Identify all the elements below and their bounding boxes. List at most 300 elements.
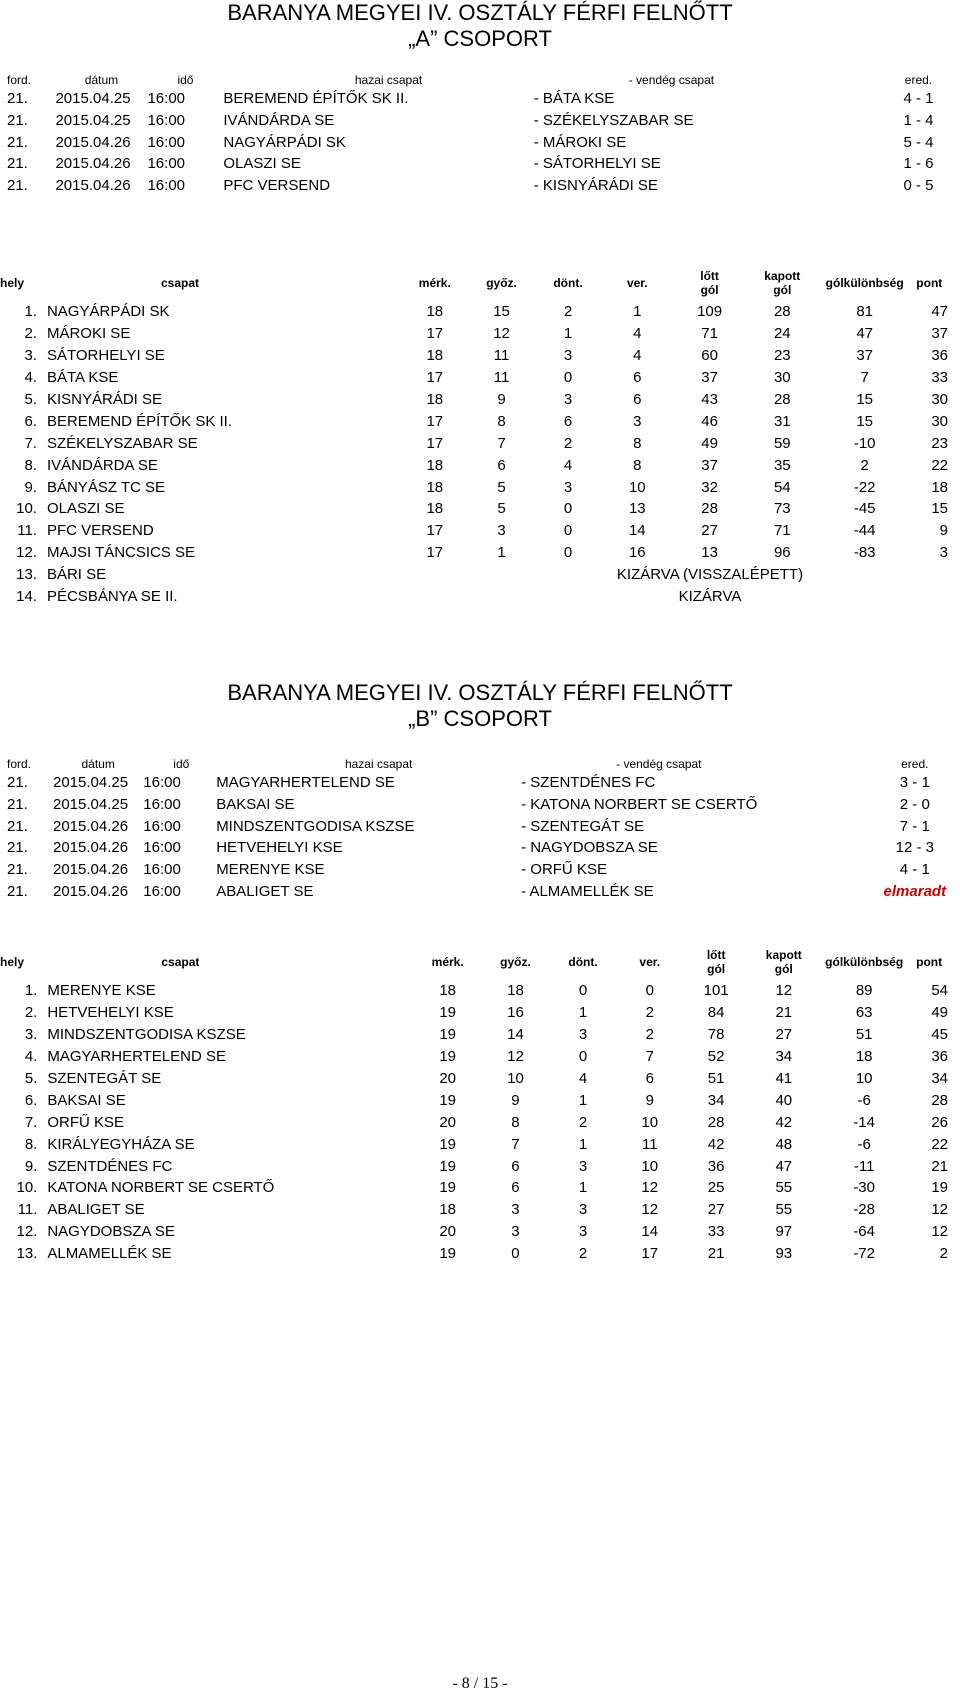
standing-won: 12 [493,325,510,343]
standing-won: 3 [497,522,506,540]
standing-points: 23 [931,434,948,452]
match-round: 21. [7,112,28,130]
header-date: dátum [84,73,119,87]
standing-goals-against: 41 [775,1070,793,1087]
standing-points: 2 [939,1245,948,1263]
standing-drawn: 3 [578,1026,588,1044]
standing-team: BEREMEND ÉPÍTŐK SK II. [46,412,233,430]
header-lost: ver. [626,276,648,290]
standing-played: 18 [426,303,444,321]
standing-played: 20 [439,1113,457,1131]
header-ga-1: kapott [764,269,801,283]
match-result: 1 - 4 [903,112,934,130]
standing-goal-diff: -6 [857,1135,871,1153]
header-goals-against [746,265,819,301]
match-round: 21. [7,796,28,814]
standing-lost: 17 [641,1245,659,1263]
standing-lost: 16 [628,544,646,562]
standing-lost: 4 [633,325,642,343]
standings-row [0,542,960,564]
standing-pos: 9. [24,478,37,496]
standing-goal-diff: 7 [860,369,869,387]
standing-goals-for: 78 [707,1026,725,1044]
match-date: 2015.04.25 [53,796,129,814]
header-goals-for [673,265,745,301]
standing-goals-for: 27 [701,522,718,540]
match-result: 7 - 1 [899,817,930,835]
standing-goals-for: 46 [701,412,718,430]
match-result: 0 - 5 [903,177,934,195]
header-pts: pont [916,955,943,969]
standing-goals-for: 34 [707,1091,725,1109]
match-row [0,815,960,837]
standing-goals-for: 101 [703,982,729,1000]
standing-goal-diff: 89 [855,982,873,1000]
standing-points: 33 [931,369,948,387]
standing-won: 8 [511,1113,520,1131]
standing-lost: 13 [628,500,646,518]
header-round: ford. [7,757,32,771]
standings-row [0,520,960,542]
match-round: 21. [7,882,28,900]
standings-row [0,1221,960,1243]
match-row [0,794,960,816]
standing-lost: 3 [633,412,642,430]
standings-row [0,323,960,345]
standings-row [0,1046,960,1068]
standing-lost: 4 [633,347,642,365]
standing-goals-against: 27 [775,1026,793,1044]
standing-played: 20 [439,1223,457,1241]
header-team: csapat [160,276,199,290]
header-ga-1: kapott [765,948,802,962]
standing-won: 11 [493,347,510,365]
standing-team: SZENTEGÁT SE [47,1070,162,1087]
standing-drawn: 3 [578,1157,588,1175]
standing-points: 37 [931,325,948,343]
standing-won: 18 [507,982,524,1000]
standing-pos: 4. [24,369,37,387]
match-time: 16:00 [147,177,186,195]
standing-team: KATONA NORBERT SE CSERTŐ [47,1179,275,1197]
standing-lost: 10 [628,478,646,496]
standing-played: 17 [426,522,444,540]
standing-goals-against: 59 [773,434,791,452]
standings-header-row [0,265,960,301]
match-time: 16:00 [143,861,181,879]
header-drawn: dönt. [553,276,583,290]
standing-team: NAGYDOBSZA SE [47,1223,175,1241]
group-b-matches-table [0,756,960,902]
standing-drawn: 3 [563,347,573,365]
match-result: 4 - 1 [899,861,930,879]
match-round: 21. [7,861,28,879]
standings-row [0,432,960,454]
standing-drawn: 3 [563,391,573,408]
header-pos: hely [0,276,25,290]
match-away-team: - SZÉKELYSZABAR SE [533,112,694,130]
excluded-note: KIZÁRVA (VISSZALÉPETT) [616,566,804,584]
excluded-note: KIZÁRVA [678,588,742,606]
standing-goal-diff: 51 [855,1026,873,1044]
standing-goal-diff: -30 [853,1179,875,1197]
match-away-team: - ORFŰ KSE [521,861,607,879]
group-a-title-line1: BARANYA MEGYEI IV. OSZTÁLY FÉRFI FELNŐTT [227,0,733,25]
standing-goals-against: 93 [775,1245,793,1263]
standing-goal-diff: 81 [856,303,874,321]
standing-goal-diff: -14 [853,1113,875,1131]
standing-points: 9 [939,522,948,540]
match-date: 2015.04.26 [55,177,131,195]
match-date: 2015.04.26 [53,861,129,879]
match-home-team: IVÁNDÁRDA SE [223,112,335,130]
match-time: 16:00 [147,155,186,173]
standing-lost: 8 [633,456,642,474]
standing-goal-diff: -83 [853,544,876,562]
match-date: 2015.04.26 [53,839,129,857]
standing-goals-for: 43 [701,391,718,408]
standing-drawn: 6 [563,412,573,430]
standing-goals-for: 25 [707,1179,725,1197]
match-date: 2015.04.26 [55,133,131,151]
standings-row [0,389,960,411]
standing-played: 19 [439,1157,457,1175]
standing-goals-against: 42 [775,1113,793,1131]
standing-team: MÁROKI SE [46,325,131,343]
standing-pos: 10. [16,500,37,518]
standing-team: MERENYE KSE [47,982,156,1000]
match-home-team: PFC VERSEND [223,177,331,195]
standing-played: 18 [426,456,444,474]
match-result: 4 - 1 [903,90,934,108]
match-row [0,772,960,794]
standing-won: 3 [511,1223,520,1241]
standing-lost: 6 [645,1070,654,1087]
standing-goals-against: 28 [773,303,791,321]
standing-points: 26 [931,1113,948,1131]
match-result: 5 - 4 [903,133,934,151]
standing-goals-for: 71 [701,325,718,343]
standing-goal-diff: 15 [856,412,874,430]
standing-won: 8 [497,412,506,430]
match-home-team: BEREMEND ÉPÍTŐK SK II. [223,90,409,108]
standing-goals-against: 21 [775,1004,793,1022]
standing-goals-for: 13 [701,544,718,562]
header-away: - vendég csapat [628,73,715,87]
standing-drawn: 3 [578,1201,588,1219]
header-date: dátum [81,757,115,771]
standing-goal-diff: -72 [853,1245,875,1263]
standing-goals-for: 84 [707,1004,725,1022]
header-won: győz. [500,955,531,969]
standing-played: 17 [426,544,444,562]
standing-points: 12 [931,1201,948,1219]
match-away-team: - KISNYÁRÁDI SE [533,177,658,195]
standing-drawn: 4 [563,456,573,474]
standing-goals-for: 28 [701,500,718,518]
standing-team: KISNYÁRÁDI SE [46,391,163,408]
standing-won: 6 [497,456,506,474]
standing-goals-against: 34 [775,1048,793,1066]
standing-lost: 9 [645,1091,654,1109]
standing-team: MAJSI TÁNCSICS SE [46,544,196,562]
header-goals-against [750,944,819,980]
header-drawn: dönt. [568,955,598,969]
match-row [0,153,960,175]
standing-pos: 8. [24,456,37,474]
standing-points: 22 [931,1135,948,1153]
match-result: 3 - 1 [899,774,930,792]
match-away-team: - SÁTORHELYI SE [533,155,661,173]
standing-lost: 1 [633,303,642,321]
standing-lost: 14 [628,522,646,540]
standing-won: 11 [493,369,510,387]
standing-lost: 8 [633,434,642,452]
standing-goals-for: 42 [707,1135,725,1153]
header-team: csapat [161,955,200,969]
standing-played: 19 [439,1091,457,1109]
standing-points: 34 [931,1070,948,1087]
standing-played: 19 [439,1004,457,1022]
standing-points: 36 [931,347,948,365]
header-home: hazai csapat [354,73,423,87]
standing-goal-diff: -28 [853,1201,875,1219]
standing-points: 18 [931,478,948,496]
excluded-pos: 14. [16,588,37,606]
standing-played: 17 [426,434,444,452]
standing-lost: 10 [641,1157,659,1175]
match-away-team: - KATONA NORBERT SE CSERTŐ [521,796,758,814]
standing-team: KIRÁLYEGYHÁZA SE [47,1135,195,1153]
match-time: 16:00 [147,133,186,151]
header-home: hazai csapat [344,757,413,771]
standing-lost: 12 [641,1179,659,1197]
standings-row [0,476,960,498]
standing-played: 17 [426,412,444,430]
header-gf-2: gól [700,283,719,297]
standing-lost: 6 [633,369,642,387]
standing-played: 17 [426,369,444,387]
match-round: 21. [7,90,28,108]
standing-points: 30 [931,412,948,430]
standing-won: 6 [511,1179,520,1197]
header-gf-2: gól [707,962,726,976]
group-b-title [0,680,960,732]
standing-pos: 2. [24,325,37,343]
standing-played: 19 [439,1135,457,1153]
header-won: győz. [486,276,517,290]
standing-points: 22 [931,456,948,474]
header-pts: pont [916,276,943,290]
standings-row [0,1243,960,1265]
standing-team: IVÁNDÁRDA SE [46,456,158,474]
standing-team: HETVEHELYI KSE [47,1004,174,1022]
standing-won: 10 [507,1070,524,1087]
standing-pos: 5. [24,391,37,408]
header-diff: gólkülönbség [825,955,904,969]
standing-goal-diff: -6 [857,1091,871,1109]
standing-won: 0 [511,1245,520,1263]
match-result: 1 - 6 [903,155,934,173]
standing-team: NAGYÁRPÁDI SK [46,303,170,321]
standing-played: 18 [426,500,444,518]
standing-points: 54 [931,982,948,1000]
header-pos: hely [0,955,25,969]
standing-goals-for: 21 [707,1245,725,1263]
standing-lost: 14 [641,1223,659,1241]
standings-row [0,1068,960,1090]
group-a-title [0,0,960,52]
standings-header-row [0,944,960,980]
match-time: 16:00 [143,774,181,792]
standing-team: ALMAMELLÉK SE [47,1245,172,1263]
standing-goals-against: 35 [773,456,791,474]
group-b-title-line1: BARANYA MEGYEI IV. OSZTÁLY FÉRFI FELNŐTT [227,680,733,705]
header-played: mérk. [418,276,451,290]
matches-header-row [0,756,960,772]
standing-points: 49 [931,1004,948,1022]
standing-goals-against: 71 [773,522,791,540]
match-result: elmaradt [883,882,947,900]
standing-points: 3 [939,544,948,562]
standing-lost: 12 [641,1201,659,1219]
match-away-team: - SZENTEGÁT SE [521,817,645,835]
standing-won: 7 [497,434,506,452]
standing-lost: 11 [641,1135,658,1153]
match-away-team: - SZENTDÉNES FC [521,774,656,792]
match-round: 21. [7,133,28,151]
match-row [0,175,960,197]
standing-won: 6 [511,1157,520,1175]
standing-pos: 7. [24,1113,38,1131]
match-round: 21. [7,155,28,173]
standing-team: BAKSAI SE [47,1091,126,1109]
standing-drawn: 1 [578,1135,588,1153]
excluded-spacer [401,564,601,586]
standing-pos: 7. [24,434,37,452]
match-date: 2015.04.26 [53,817,129,835]
standing-lost: 10 [641,1113,659,1131]
standing-won: 5 [497,478,506,496]
standing-won: 1 [497,544,506,562]
standing-played: 19 [439,1026,457,1044]
standing-pos: 12. [16,544,37,562]
standing-pos: 3. [24,347,37,365]
header-time: idő [177,73,194,87]
match-round: 21. [7,774,28,792]
standing-drawn: 1 [578,1004,588,1022]
standing-played: 20 [439,1070,457,1087]
standing-pos: 1. [24,303,37,321]
standing-goal-diff: 15 [856,391,874,408]
standing-goal-diff: 63 [855,1004,873,1022]
standing-team: BÁNYÁSZ TC SE [46,478,166,496]
header-goals-for [683,944,750,980]
group-a-matches-table [0,72,960,196]
standing-goal-diff: 47 [856,325,874,343]
standings-row [0,1199,960,1221]
standing-goals-for: 27 [707,1201,725,1219]
standing-drawn: 1 [578,1179,588,1197]
standing-pos: 9. [24,1157,38,1175]
header-played: mérk. [431,955,464,969]
standing-goals-against: 96 [773,544,791,562]
standing-goal-diff: 37 [856,347,874,365]
standing-team: MINDSZENTGODISA KSZSE [47,1026,246,1044]
standing-goals-for: 51 [707,1070,725,1087]
group-b-standings-table [0,944,960,1265]
standing-goals-for: 32 [701,478,718,496]
standing-team: PFC VERSEND [46,522,154,540]
page-number: - 8 / 15 - [452,1675,508,1692]
match-date: 2015.04.26 [55,155,131,173]
standing-goal-diff: -64 [853,1223,875,1241]
match-time: 16:00 [143,882,181,900]
standing-team: SZENTDÉNES FC [47,1157,173,1175]
standing-goals-against: 54 [773,478,791,496]
match-home-team: ABALIGET SE [216,882,314,900]
header-diff: gólkülönbség [825,276,904,290]
header-lost: ver. [639,955,661,969]
header-gf-1: lőtt [700,269,719,283]
match-round: 21. [7,839,28,857]
standing-drawn: 0 [563,500,573,518]
excluded-row [0,564,960,586]
standing-lost: 7 [645,1048,654,1066]
match-row [0,88,960,110]
match-home-team: OLASZI SE [223,155,301,173]
match-row [0,859,960,881]
standing-goal-diff: 18 [855,1048,873,1066]
standing-drawn: 1 [563,325,573,343]
match-round: 21. [7,177,28,195]
standing-lost: 2 [645,1004,654,1022]
standing-goals-against: 31 [773,412,791,430]
standing-played: 17 [426,325,444,343]
standing-played: 19 [439,1179,457,1197]
header-time: idő [173,757,190,771]
standing-pos: 12. [16,1223,38,1241]
standing-drawn: 3 [578,1223,588,1241]
standing-points: 21 [931,1157,948,1175]
standings-row [0,367,960,389]
match-home-team: MAGYARHERTELEND SE [216,774,395,792]
standing-pos: 5. [24,1070,38,1087]
standing-played: 18 [439,1201,457,1219]
excluded-team: PÉCSBÁNYA SE II. [46,588,178,606]
match-date: 2015.04.25 [55,90,131,108]
standing-won: 15 [493,303,510,321]
match-row [0,110,960,132]
standing-pos: 2. [24,1004,38,1022]
match-row [0,837,960,859]
standing-goals-for: 36 [707,1157,725,1175]
standing-goals-against: 55 [775,1201,793,1219]
standing-team: MAGYARHERTELEND SE [47,1048,226,1066]
match-away-team: - MÁROKI SE [533,133,627,151]
standing-team: OLASZI SE [46,500,125,518]
match-away-team: - BÁTA KSE [533,90,615,108]
standings-row [0,345,960,367]
match-date: 2015.04.25 [53,774,129,792]
standing-goals-for: 109 [697,303,723,321]
match-away-team: - ALMAMELLÉK SE [521,882,654,900]
standing-pos: 10. [16,1179,38,1197]
standing-points: 15 [931,500,948,518]
standing-played: 18 [426,478,444,496]
standing-played: 19 [439,1245,457,1263]
standings-row [0,498,960,520]
